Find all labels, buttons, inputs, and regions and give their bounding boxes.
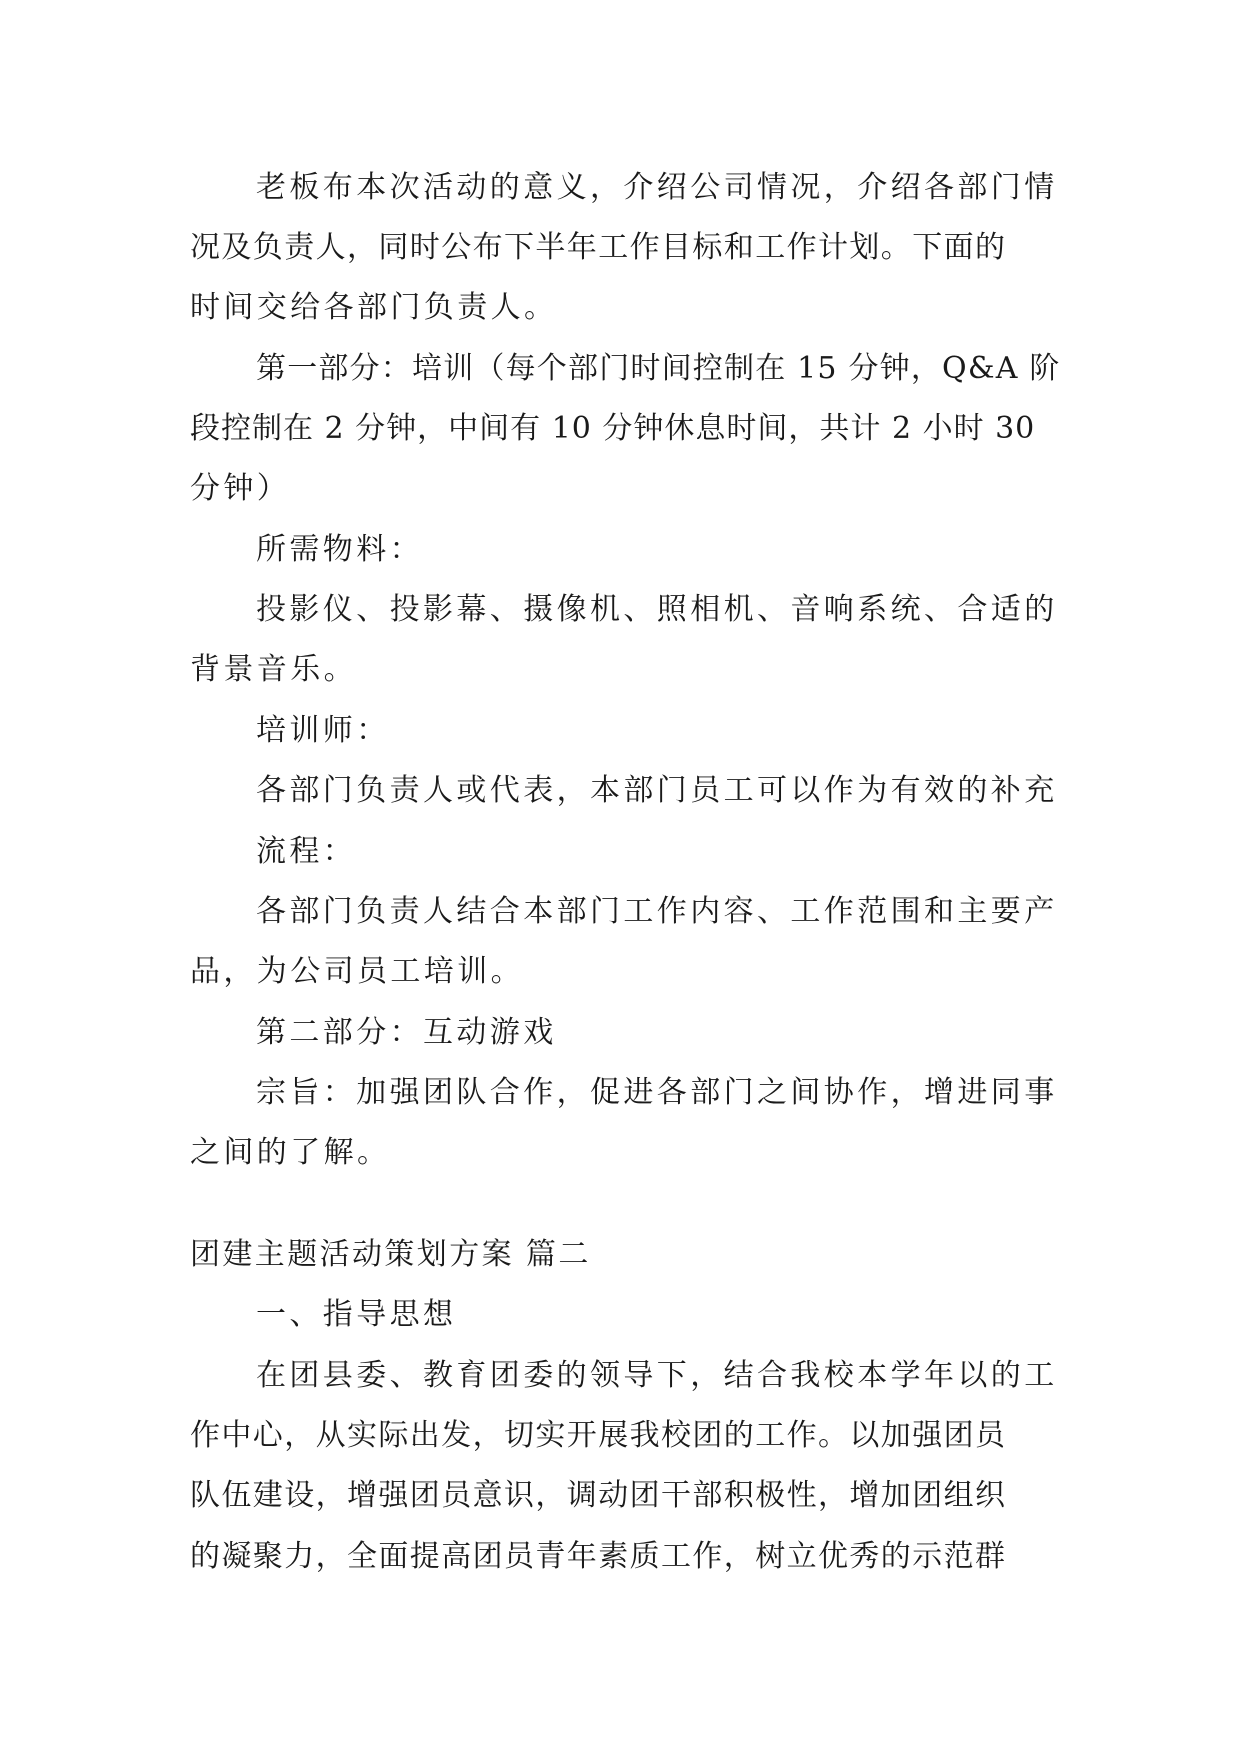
paragraph-line: 时间交给各部门负责人。 xyxy=(190,290,558,325)
paragraph-line: 各部门负责人结合本部门工作内容、工作范围和主要产 xyxy=(256,894,1058,929)
paragraph-line: 的凝聚力，全面提高团员青年素质工作，树立优秀的示范群 xyxy=(190,1539,1007,1574)
paragraph-line: 品，为公司员工培训。 xyxy=(190,954,524,989)
paragraph-line: 投影仪、投影幕、摄像机、照相机、音响系统、合适的 xyxy=(256,592,1058,627)
paragraph-line: 各部门负责人或代表，本部门员工可以作为有效的补充 xyxy=(256,773,1058,808)
paragraph-line: 在团县委、教育团委的领导下，结合我校本学年以的工 xyxy=(256,1358,1058,1393)
paragraph-line: 所需物料： xyxy=(256,532,423,567)
section-heading: 团建主题活动策划方案 篇二 xyxy=(190,1237,591,1272)
paragraph-line: 段控制在 2 分钟，中间有 10 分钟休息时间，共计 2 小时 30 xyxy=(190,411,1036,446)
paragraph-line: 老板布本次活动的意义，介绍公司情况，介绍各部门情 xyxy=(256,170,1058,205)
paragraph-line: 之间的了解。 xyxy=(190,1135,391,1170)
paragraph-line: 作中心，从实际出发，切实开展我校团的工作。以加强团员 xyxy=(190,1418,1007,1453)
paragraph-line: 背景音乐。 xyxy=(190,652,357,687)
paragraph-line: 况及负责人，同时公布下半年工作目标和工作计划。下面的 xyxy=(190,230,1007,265)
paragraph-line: 第一部分：培训（每个部门时间控制在 15 分钟，Q&A 阶 xyxy=(256,351,1061,386)
paragraph-line: 培训师： xyxy=(256,713,390,748)
subsection-heading: 一、指导思想 xyxy=(256,1297,457,1332)
paragraph-line: 分钟） xyxy=(190,471,291,506)
paragraph-line: 第二部分：互动游戏 xyxy=(256,1015,557,1050)
paragraph-line: 宗旨：加强团队合作，促进各部门之间协作，增进同事 xyxy=(256,1075,1058,1110)
paragraph-line: 队伍建设，增强团员意识，调动团干部积极性，增加团组织 xyxy=(190,1478,1007,1513)
paragraph-line: 流程： xyxy=(256,834,357,869)
